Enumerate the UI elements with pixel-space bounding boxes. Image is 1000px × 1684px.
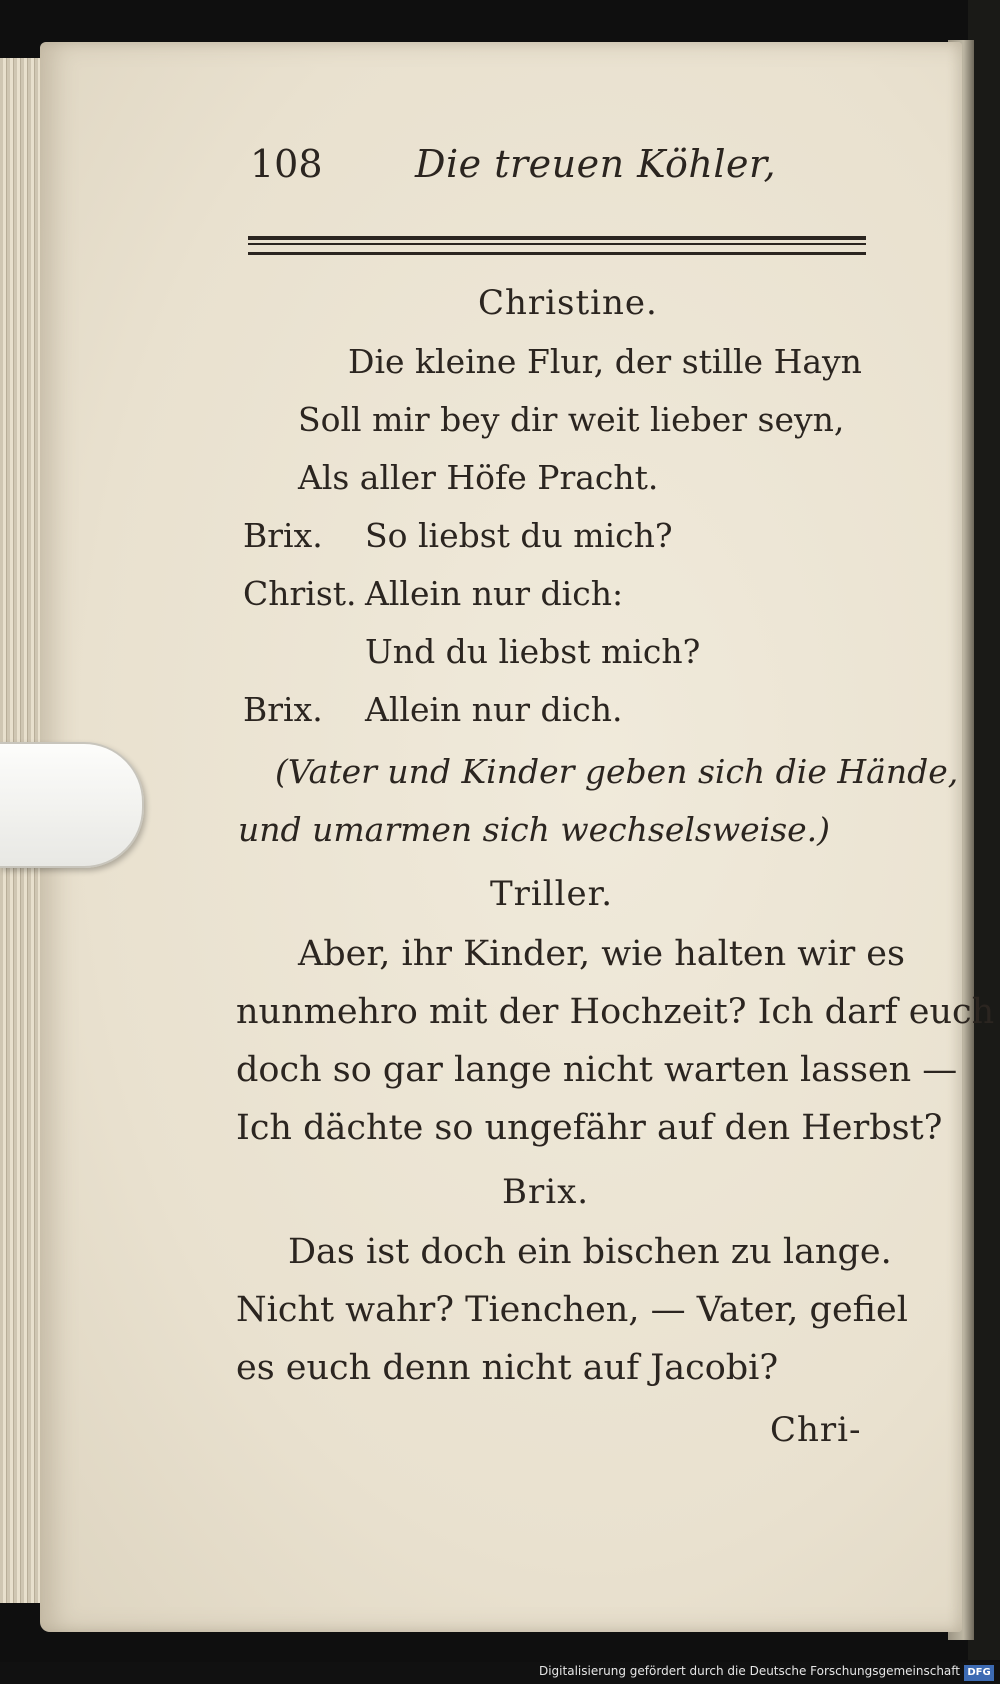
speaker-heading-christine: Christine. — [478, 283, 658, 323]
page-number: 108 — [250, 142, 323, 186]
prose-line: Ich dächte so ungefähr auf den Herbst? — [236, 1108, 943, 1148]
dfg-logo: DFG — [964, 1665, 994, 1681]
stage-direction: und umarmen sich wechselsweise.) — [238, 810, 831, 849]
dialog-line: Allein nur dich: — [365, 574, 624, 613]
verse-line: Soll mir bey dir weit lieber seyn, — [298, 400, 845, 439]
dialog-line: Allein nur dich. — [365, 690, 623, 729]
speaker-heading-brix: Brix. — [502, 1172, 590, 1212]
prose-line: es euch denn nicht auf Jacobi? — [236, 1348, 779, 1388]
footer-credit: Digitalisierung gefördert durch die Deutsche Forschungsgemeinschaft — [538, 1664, 960, 1678]
dialog-line: So liebst du mich? — [365, 516, 673, 555]
footer-bar — [0, 1662, 1000, 1684]
stage-direction: (Vater und Kinder geben sich die Hände, — [275, 752, 959, 791]
header-rule — [248, 236, 866, 255]
dialog-line: Und du liebst mich? — [365, 632, 701, 671]
dialog-speaker: Christ. — [243, 574, 357, 613]
speaker-heading-triller: Triller. — [490, 874, 613, 914]
prose-line: doch so gar lange nicht warten lassen — — [236, 1050, 958, 1090]
bookmark-clip — [0, 742, 144, 868]
dialog-speaker: Brix. — [243, 516, 323, 555]
prose-line: Aber, ihr Kinder, wie halten wir es — [298, 934, 905, 974]
catchword: Chri- — [770, 1410, 862, 1450]
verse-line: Als aller Höfe Pracht. — [298, 458, 659, 497]
running-title: Die treuen Köhler, — [415, 142, 777, 186]
prose-line: Nicht wahr? Tienchen, — Vater, gefiel — [236, 1290, 908, 1330]
prose-line: Das ist doch ein bischen zu lange. — [288, 1232, 892, 1272]
verse-line: Die kleine Flur, der stille Hayn — [348, 342, 862, 381]
dialog-speaker: Brix. — [243, 690, 323, 729]
prose-line: nunmehro mit der Hochzeit? Ich darf euch — [236, 992, 995, 1032]
